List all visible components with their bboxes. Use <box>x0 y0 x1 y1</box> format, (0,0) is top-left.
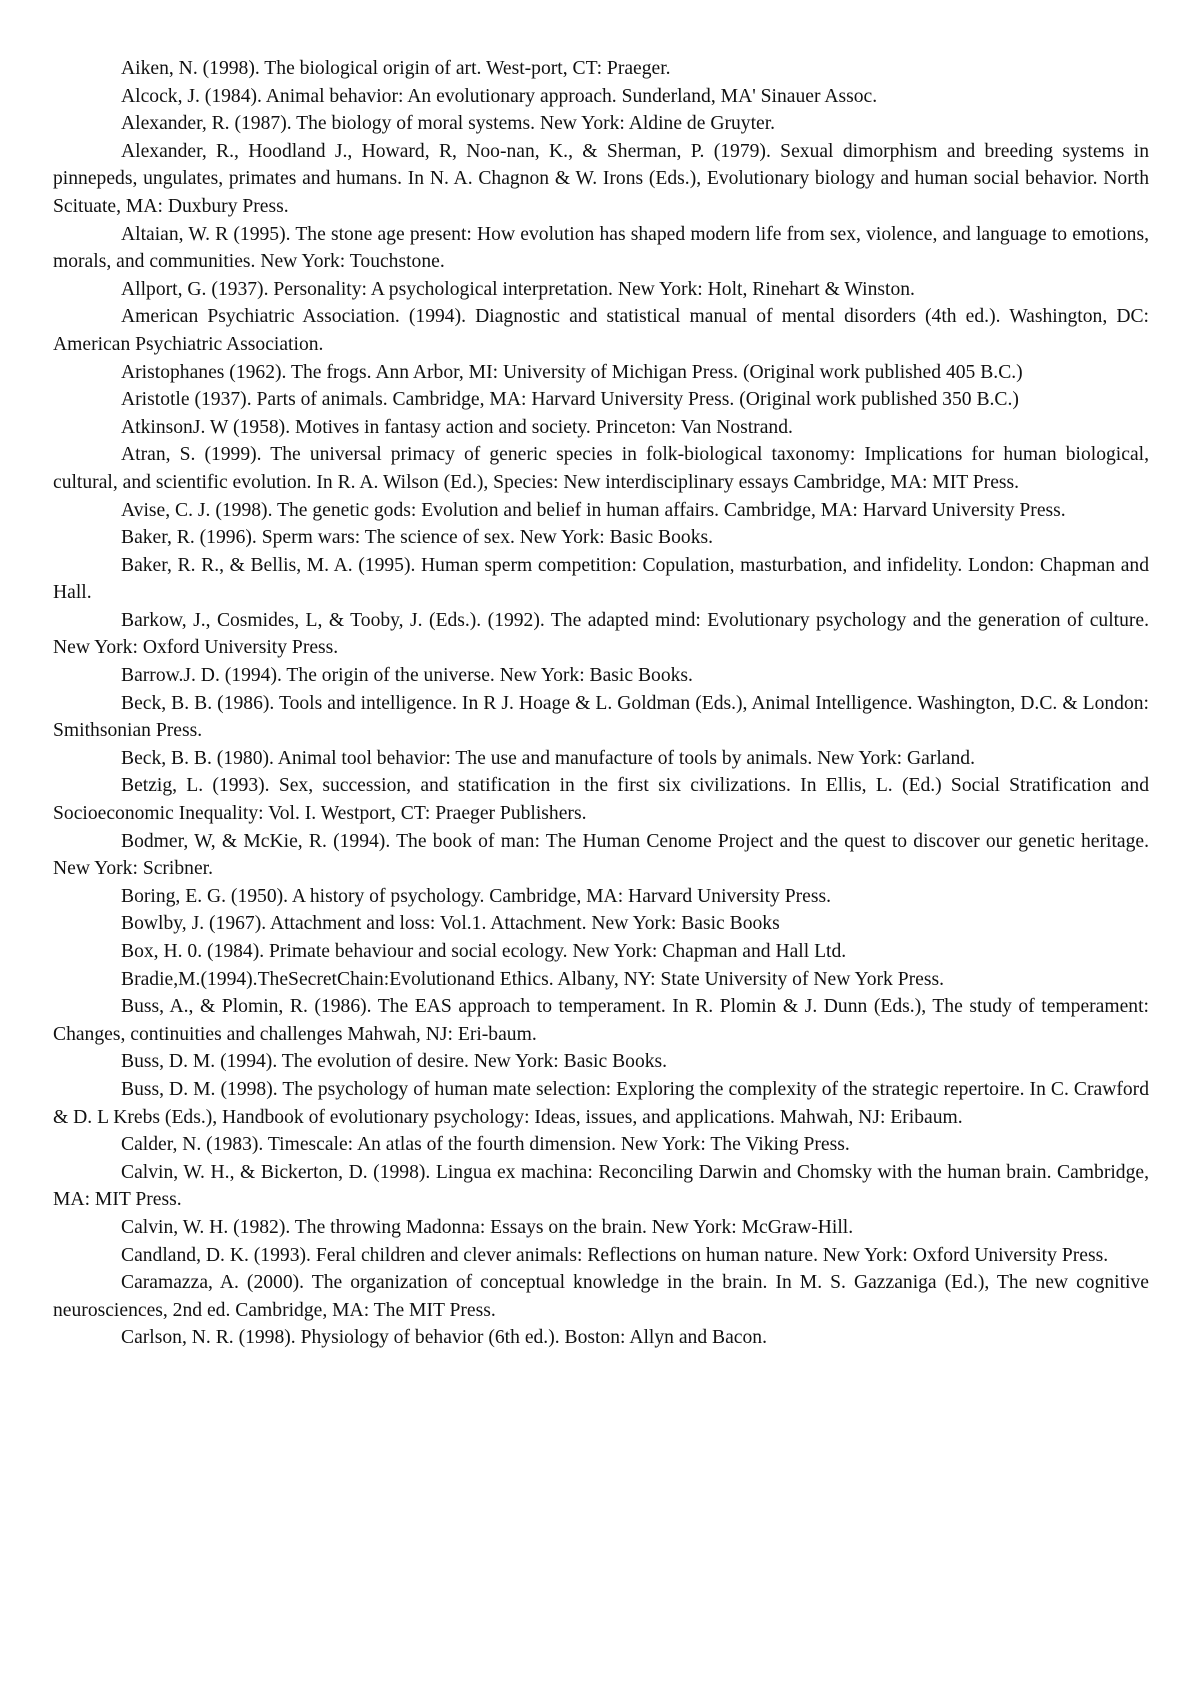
reference-entry: Buss, A., & Plomin, R. (1986). The EAS approach to temperament. In R. Plomin & J. Dunn (Eds.), The study of temperament: Changes, continuities and challenges Mahwah, NJ: Eri-baum. <box>53 996 1149 1045</box>
reference-entry: Altaian, W. R (1995). The stone age present: How evolution has shaped modern life from sex, violence, and language to emotions, morals, and communities. New York: Touchstone. <box>53 223 1149 273</box>
reference-entry: Boring, E. G. (1950). A history of psychology. Cambridge, MA: Harvard University Press. <box>121 885 832 907</box>
reference-entry: Aristotle (1937). Parts of animals. Cambridge, MA: Harvard University Press. (Original work published 350 B.C.) <box>121 389 1019 411</box>
reference-entry: Aiken, N. (1998). The biological origin of art. West-port, CT: Praeger. <box>121 58 671 79</box>
reference-entry: Calvin, W. H., & Bickerton, D. (1998). Lingua ex machina: Reconciling Darwin and Chomsky with the human brain. Cambridge, MA: MIT Press. <box>53 1161 1149 1211</box>
reference-entry: Beck, B. B. (1980). Animal tool behavior: The use and manufacture of tools by animals. New York: Garland. <box>121 747 975 769</box>
reference-entry: Candland, D. K. (1993). Feral children and clever animals: Reflections on human nature. New York: Oxford University Press. <box>121 1244 1109 1266</box>
reference-entry: Alexander, R., Hoodland J., Howard, R, Noo-nan, K., & Sherman, P. (1979). Sexual dimorphism and breeding systems in pinnepeds, ungulates, primates and humans. In N. A. Chagnon & W. Irons (Eds.), Evolutionary biology and human social behavior. North Scituate, MA: Duxbury Press. <box>53 140 1149 217</box>
reference-entry: Baker, R. R., & Bellis, M. A. (1995). Human sperm competition: Copulation, masturbation, and infidelity. London: Chapman and Hall. <box>53 554 1149 604</box>
reference-entry: Allport, G. (1937). Personality: A psychological interpretation. New York: Holt, Rinehart & Winston. <box>121 278 915 300</box>
reference-entry: Bowlby, J. (1967). Attachment and loss: Vol.1. Attachment. New York: Basic Books <box>121 913 780 935</box>
reference-entry: Box, H. 0. (1984). Primate behaviour and social ecology. New York: Chapman and Hall Ltd. <box>121 941 847 962</box>
reference-entry: Buss, D. M. (1998). The psychology of human mate selection: Exploring the complexity of the strategic repertoire. In C. Crawford & D. L Krebs (Eds.), Handbook of evolutionary psychology: Ideas, issues, and applications. Mahwah, NJ: Eribaum. <box>53 1078 1149 1128</box>
reference-entry: Alcock, J. (1984). Animal behavior: An evolutionary approach. Sunderland, MA' Sinauer Assoc. <box>121 85 878 107</box>
reference-entry: Atran, S. (1999). The universal primacy of generic species in folk-biological taxonomy: Implications for human biological, cultural, and scientific evolution. In R. A. Wilson (Ed.), Species: New interdisciplinary essays Cambridge, MA: MIT Press. <box>53 444 1149 493</box>
reference-entry: Aristophanes (1962). The frogs. Ann Arbor, MI: University of Michigan Press. (Original work published 405 B.C.) <box>121 361 1023 383</box>
reference-entry: Calder, N. (1983). Timescale: An atlas of the fourth dimension. New York: The Viking Press. <box>121 1134 850 1156</box>
reference-entry: Caramazza, A. (2000). The organization of conceptual knowledge in the brain. In M. S. Gazzaniga (Ed.), The new cognitive neurosciences, 2nd ed. Cambridge, MA: The MIT Press. <box>53 1272 1149 1321</box>
reference-entry: Bradie,M.(1994).TheSecretChain:Evolutionand Ethics. Albany, NY: State University of New York Press. <box>121 968 945 990</box>
reference-entry: Avise, C. J. (1998). The genetic gods: Evolution and belief in human affairs. Cambridge, MA: Harvard University Press. <box>121 499 1066 521</box>
reference-entry: Buss, D. M. (1994). The evolution of desire. New York: Basic Books. <box>121 1051 668 1073</box>
reference-entry: Calvin, W. H. (1982). The throwing Madonna: Essays on the brain. New York: McGraw-Hill. <box>121 1216 854 1238</box>
reference-entry: Carlson, N. R. (1998). Physiology of behavior (6th ed.). Boston: Allyn and Bacon. <box>121 1327 767 1349</box>
reference-entry: Barkow, J., Cosmides, L, & Tooby, J. (Eds.). (1992). The adapted mind: Evolutionary psychology and the generation of culture. New York: Oxford University Press. <box>53 609 1149 659</box>
reference-entry: American Psychiatric Association. (1994). Diagnostic and statistical manual of mental disorders (4th ed.). Washington, DC: American Psychiatric Association. <box>53 306 1149 355</box>
reference-entry: Baker, R. (1996). Sperm wars: The science of sex. New York: Basic Books. <box>121 527 714 549</box>
reference-entry: Bodmer, W, & McKie, R. (1994). The book of man: The Human Cenome Project and the quest to discover our genetic heritage. New York: Scribner. <box>53 830 1149 880</box>
reference-entry: Beck, B. B. (1986). Tools and intelligence. In R J. Hoage & L. Goldman (Eds.), Animal Intelligence. Washington, D.C. & London: Smithsonian Press. <box>53 692 1149 742</box>
reference-list <box>53 55 1149 1352</box>
reference-entry: Betzig, L. (1993). Sex, succession, and statification in the first six civilizations. In Ellis, L. (Ed.) Social Stratification and Socioeconomic Inequality: Vol. I. Westport, CT: Praeger Publishers. <box>53 775 1149 825</box>
reference-entry: Alexander, R. (1987). The biology of moral systems. New York: Aldine de Gruyter. <box>121 113 776 135</box>
reference-entry: Barrow.J. D. (1994). The origin of the universe. New York: Basic Books. <box>121 665 693 687</box>
reference-page <box>53 55 1149 1352</box>
reference-entry: AtkinsonJ. W (1958). Motives in fantasy action and society. Princeton: Van Nostrand. <box>121 416 793 438</box>
